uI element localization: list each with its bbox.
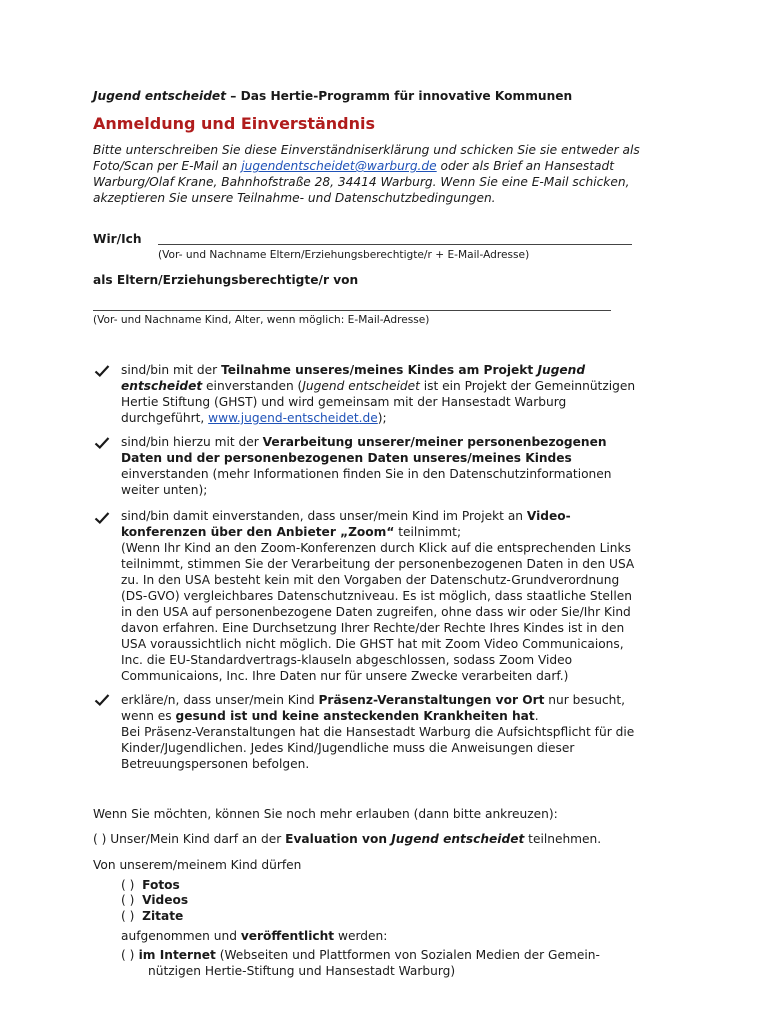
program-name: Jugend entscheidet — [93, 89, 227, 103]
child-name-line[interactable] — [93, 310, 611, 311]
internet-checkbox[interactable]: ( ) — [121, 948, 135, 962]
child-name-hint: (Vor- und Nachname Kind, Alter, wenn möglich: E-Mail-Adresse) — [93, 314, 430, 326]
checkmark-icon — [94, 436, 110, 450]
parent-name-hint: (Vor- und Nachname Eltern/Erziehungsberechtigte/r + E-Mail-Adresse) — [158, 249, 530, 261]
evaluation-option: ( ) Unser/Mein Kind darf an der Evaluation von Jugend entscheidet teilnehmen. — [93, 832, 602, 846]
media-option-videos: ( ) Videos — [121, 893, 189, 907]
wir-label: Wir/Ich — [93, 232, 142, 246]
checkmark-icon — [94, 364, 110, 378]
project-website-link[interactable]: www.jugend-entscheidet.de — [208, 411, 378, 425]
program-heading: Jugend entscheidet – Das Hertie-Programm für innovative Kommunen — [93, 89, 573, 103]
parent-name-line[interactable] — [158, 244, 632, 245]
checkmark-icon — [94, 693, 110, 707]
optional-intro: Wenn Sie möchten, können Sie noch mehr erlauben (dann bitte ankreuzen): — [93, 807, 558, 821]
email-link[interactable]: jugendentscheidet@warburg.de — [241, 159, 437, 173]
internet-option: ( ) im Internet (Webseiten und Plattformen von Sozialen Medien der Gemein- — [121, 948, 600, 962]
evaluation-checkbox[interactable]: ( ) — [93, 832, 107, 846]
als-label: als Eltern/Erziehungsberechtigte/r von — [93, 273, 359, 287]
internet-option-detail: nützigen Hertie-Stiftung und Hansestadt Warburg) — [148, 964, 456, 978]
videos-checkbox[interactable]: ( ) — [121, 893, 135, 907]
media-option-zitate: ( ) Zitate — [121, 909, 184, 923]
published-label: aufgenommen und veröffentlicht werden: — [121, 929, 388, 943]
page-title: Anmeldung und Einverständnis — [93, 114, 376, 133]
media-option-fotos: ( ) Fotos — [121, 878, 180, 892]
zitate-checkbox[interactable]: ( ) — [121, 909, 135, 923]
von-label: Von unserem/meinem Kind dürfen — [93, 858, 302, 872]
fotos-checkbox[interactable]: ( ) — [121, 878, 135, 892]
checkmark-icon — [94, 511, 110, 525]
